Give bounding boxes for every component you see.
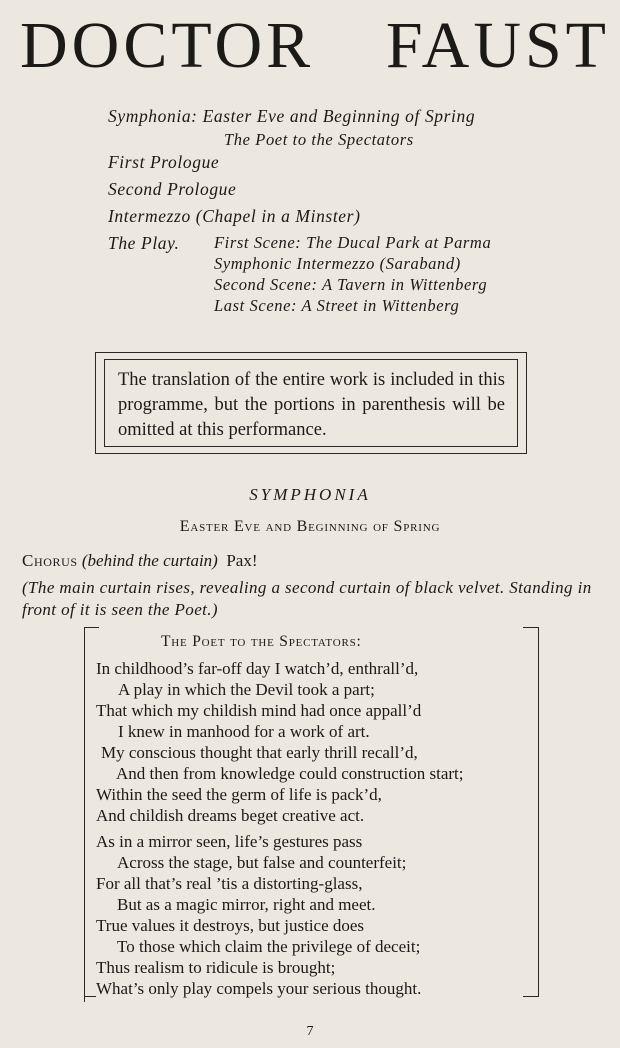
contents-scene: Symphonic Intermezzo (Saraband) (214, 254, 461, 273)
poem-line: That which my childish mind had once appall’d (96, 701, 422, 720)
notice-text: The translation of the entire work is included in this programme, but the portions in parenthesis will be omitted at this performance. (104, 359, 518, 447)
notice-box (95, 352, 527, 454)
contents-first-prologue: First Prologue (108, 152, 220, 172)
poem-line: A play in which the Devil took a part; (118, 680, 375, 699)
poem-line: But as a magic mirror, right and meet. (117, 895, 376, 914)
poem-line: To those which claim the privilege of deceit; (117, 937, 421, 956)
chorus-line (22, 551, 258, 571)
page-number: 7 (306, 1024, 314, 1039)
contents-second-prologue: Second Prologue (108, 179, 237, 199)
page-title (20, 10, 610, 82)
poem-line: Within the seed the germ of life is pack’d, (96, 785, 382, 804)
title-left: DOCTOR (20, 9, 315, 82)
contents-scene: First Scene: The Ducal Park at Parma (214, 233, 492, 252)
poem-line: In childhood’s far-off day I watch’d, enthrall’d, (96, 659, 419, 678)
poem-line: What’s only play compels your serious thought. (96, 979, 422, 998)
contents-scene: Last Scene: A Street in Wittenberg (214, 296, 460, 315)
poem-line: And then from knowledge could construction start; (116, 764, 464, 783)
chorus-word: Pax! (226, 551, 258, 570)
contents-play-label: The Play. (108, 233, 180, 253)
section-title: SYMPHONIA (249, 485, 371, 504)
poem-line: My conscious thought that early thrill recall’d, (101, 743, 418, 762)
stage-direction: (The main curtain rises, revealing a second curtain of black velvet. Standing in front of it is seen the Poet.) (22, 578, 592, 619)
bracket-right (523, 627, 539, 997)
poem-line: I knew in manhood for a work of art. (118, 722, 370, 741)
poem-line: Across the stage, but false and counterfeit; (117, 853, 407, 872)
poem-line: For all that’s real ’tis a distorting-glass, (96, 874, 363, 893)
poem-line: Thus realism to ridicule is brought; (96, 958, 336, 977)
section-subtitle: Easter Eve and Beginning of Spring (179, 518, 441, 535)
contents-poet: The Poet to the Spectators (224, 130, 414, 149)
poem-line: And childish dreams beget creative act. (96, 806, 365, 825)
chorus-label: Chorus (22, 551, 78, 570)
contents-intermezzo: Intermezzo (Chapel in a Minster) (108, 206, 361, 226)
bracket-left-foot (84, 996, 96, 998)
contents-scene: Second Scene: A Tavern in Wittenberg (214, 275, 488, 294)
poem-heading: The Poet to the Spectators: (161, 633, 362, 650)
title-right: FAUST (385, 9, 610, 82)
poem-line: True values it destroys, but justice does (96, 916, 365, 935)
contents-symphonia: Symphonia: Easter Eve and Beginning of Spring (108, 106, 476, 126)
poem-line: As in a mirror seen, life’s gestures pass (96, 832, 363, 851)
chorus-direction: (behind the curtain) (81, 551, 218, 570)
